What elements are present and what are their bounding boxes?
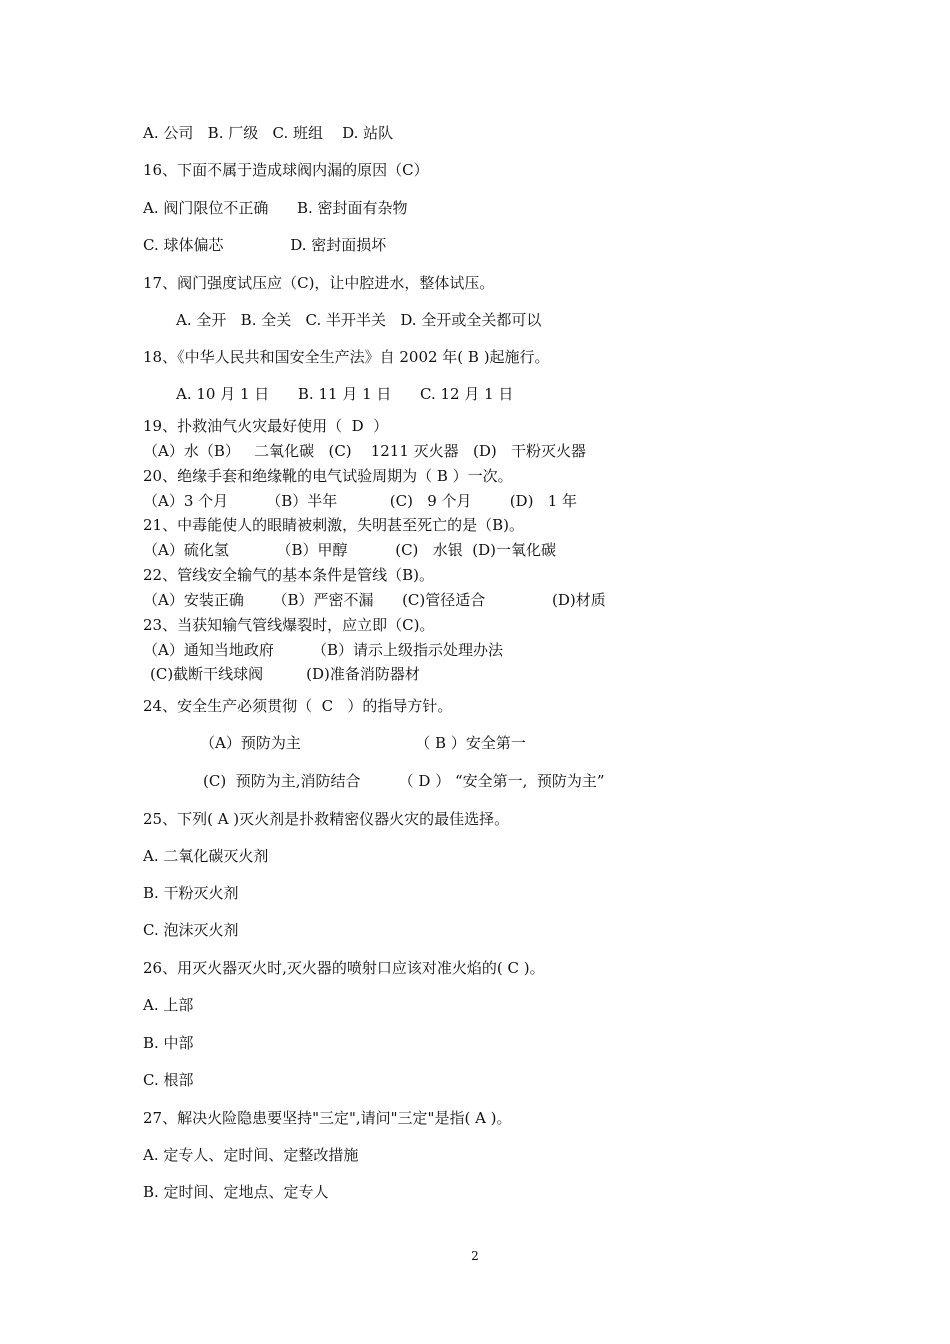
option-line: B. 定时间、定地点、定专人 — [143, 1183, 329, 1201]
question-19: 19、扑救油气火灾最好使用（ D ） — [143, 417, 389, 435]
question-18: 18、《中华人民共和国安全生产法》自 2002 年( B )起施行。 — [143, 348, 550, 366]
question-20: 20、绝缘手套和绝缘靴的电气试验周期为（ B ）一次。 — [143, 467, 513, 485]
option-line: A. 10 月 1 日 B. 11 月 1 日 C. 12 月 1 日 — [176, 385, 514, 403]
option-line: A. 定专人、定时间、定整改措施 — [143, 1146, 359, 1164]
question-21: 21、中毒能使人的眼睛被刺激，失明甚至死亡的是（B)。 — [143, 516, 524, 534]
option-line: C. 根部 — [143, 1071, 194, 1089]
option-line: （A）水（B） 二氧化碳 (C) 1211 灭火器 (D) 干粉灭火器 — [143, 442, 586, 460]
option-line: A. 全开 B. 全关 C. 半开半关 D. 全开或全关都可以 — [176, 311, 542, 329]
question-17: 17、阀门强度试压应（C)，让中腔进水，整体试压。 — [143, 274, 495, 292]
option-line: （A）预防为主 （ B ）安全第一 — [200, 734, 526, 752]
option-line: (C) 预防为主,消防结合 （ D ） “安全第一, 预防为主” — [203, 772, 605, 790]
page-number: 2 — [471, 1249, 479, 1263]
option-line: A. 上部 — [143, 996, 194, 1014]
option-line: A. 阀门限位不正确 B. 密封面有杂物 — [143, 199, 408, 217]
option-line: (C)截断干线球阀 (D)准备消防器材 — [150, 665, 420, 683]
option-line: （A）硫化氢 （B）甲醇 (C) 水银 (D)一氧化碳 — [143, 541, 556, 559]
question-16: 16、下面不属于造成球阀内漏的原因（C） — [143, 161, 429, 179]
option-line: A. 公司 B. 厂级 C. 班组 D. 站队 — [143, 124, 394, 142]
question-26: 26、用灭火器灭火时,灭火器的喷射口应该对准火焰的( C )。 — [143, 959, 545, 977]
option-line: B. 干粉灭火剂 — [143, 884, 239, 902]
question-25: 25、下列( A )灭火剂是扑救精密仪器火灾的最佳选择。 — [143, 810, 510, 828]
option-line: B. 中部 — [143, 1034, 194, 1052]
question-24: 24、安全生产必须贯彻（ C ）的指导方针。 — [143, 697, 453, 715]
question-22: 22、管线安全输气的基本条件是管线（B)。 — [143, 566, 434, 584]
option-line: A. 二氧化碳灭火剂 — [143, 847, 269, 865]
option-line: （A）3 个月 （B）半年 (C) 9 个月 (D) 1 年 — [143, 492, 578, 510]
option-line: C. 泡沫灭火剂 — [143, 921, 239, 939]
question-27: 27、解决火险隐患要坚持"三定",请问"三定"是指( A )。 — [143, 1109, 512, 1127]
option-line: C. 球体偏芯 D. 密封面损坏 — [143, 236, 387, 254]
option-line: （A）通知当地政府 （B）请示上级指示处理办法 — [143, 641, 504, 659]
question-23: 23、当获知输气管线爆裂时，应立即（C)。 — [143, 616, 435, 634]
option-line: （A）安装正确 （B）严密不漏 (C)管径适合 (D)材质 — [143, 591, 606, 609]
